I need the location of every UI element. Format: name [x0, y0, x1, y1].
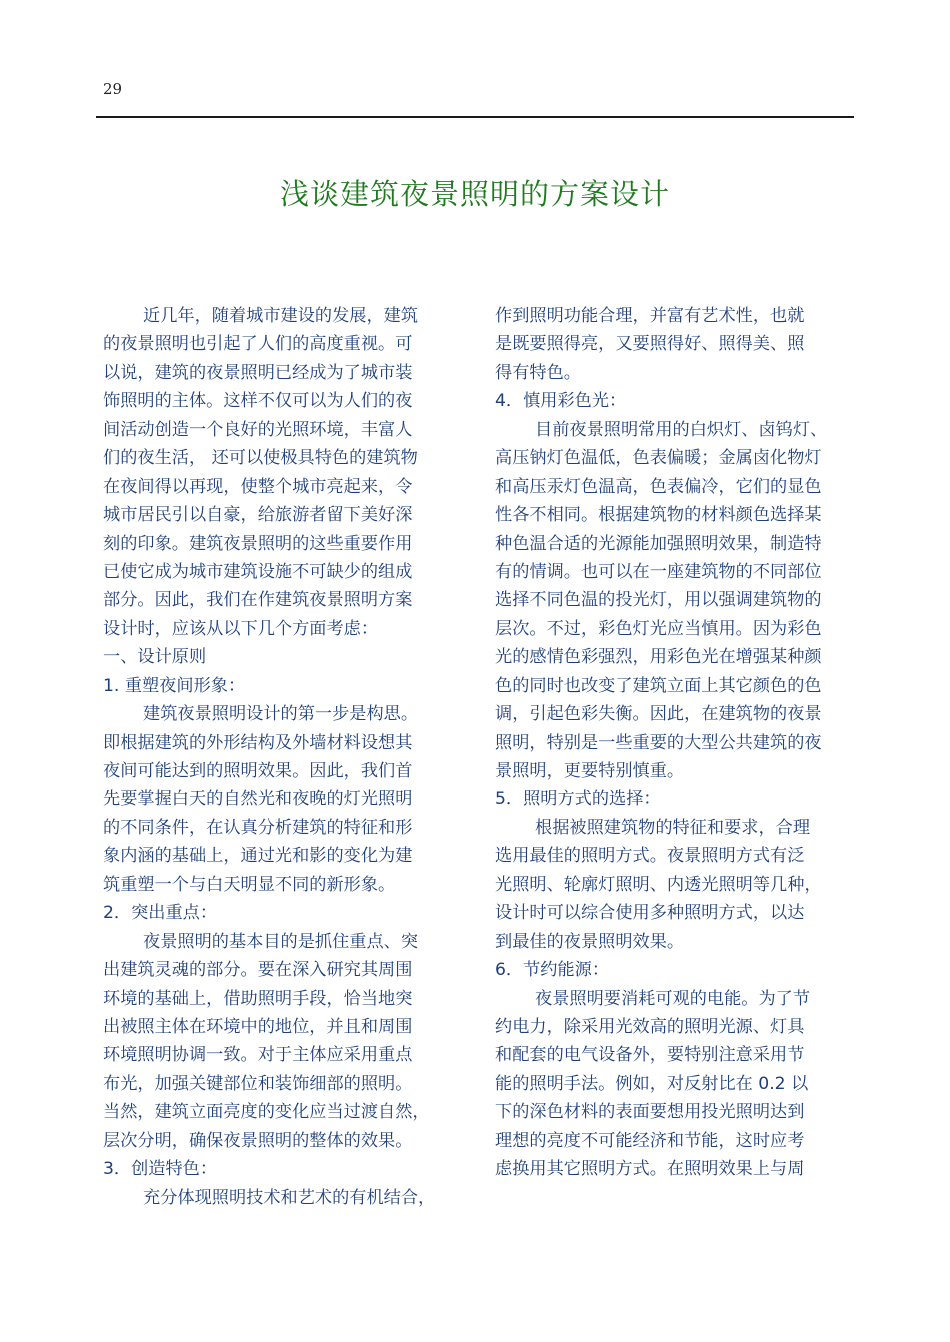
text-line: 即根据建筑的外形结构及外墙材料设想其: [103, 732, 413, 753]
text-line: 约电力，除采用光效高的照明光源、灯具: [495, 1016, 805, 1037]
right-column: [495, 302, 867, 1184]
text-line: 种色温合适的光源能加强照明效果，制造特: [495, 533, 822, 554]
text-line: 景照明，更要特别慎重。: [495, 761, 685, 781]
text-line: 出建筑灵魂的部分。要在深入研究其周围: [103, 960, 413, 981]
text-line: 到最佳的夜景照明效果。: [495, 931, 685, 952]
text-line: 城市居民引以自豪，给旅游者留下美好深: [103, 505, 413, 526]
text-line: 选择不同色温的投光灯，用以强调建筑物的: [495, 590, 822, 611]
text-line: 4．慎用彩色光：: [495, 391, 627, 412]
text-line: 3．创造特色：: [103, 1159, 218, 1180]
left-column: [103, 302, 475, 1212]
text-line: 色的同时也改变了建筑立面上其它颜色的色: [495, 675, 822, 696]
text-line: 理想的亮度不可能经济和节能，这时应考: [495, 1130, 805, 1151]
text-line: 夜间可能达到的照明效果。因此，我们首: [103, 761, 413, 781]
text-line: 刻的印象。建筑夜景照明的这些重要作用: [103, 533, 413, 554]
text-line: 光的感情色彩强烈，用彩色光在增强某种颜: [495, 647, 822, 668]
text-line: 层次。不过，彩色灯光应当慎用。因为彩色: [495, 618, 822, 639]
article-title: 浅谈建筑夜景照明的方案设计: [279, 177, 670, 211]
text-line: 虑换用其它照明方式。在照明效果上与周: [495, 1159, 805, 1180]
text-line: 先要掌握白天的自然光和夜晚的灯光照明: [103, 789, 413, 810]
text-line: 们的夜生活， 还可以使极具特色的建筑物: [103, 448, 418, 469]
text-line: 环境的基础上，借助照明手段，恰当地突: [103, 988, 413, 1009]
text-line: 的不同条件，在认真分析建筑的特征和形: [103, 817, 413, 838]
text-line: 5．照明方式的选择：: [495, 789, 661, 810]
text-line: 充分体现照明技术和艺术的有机结合，: [143, 1187, 436, 1208]
text-line: 设计时可以综合使用多种照明方式，以达: [495, 903, 805, 924]
text-line: 选用最佳的照明方式。夜景照明方式有泛: [495, 846, 805, 867]
text-line: 当然，建筑立面亮度的变化应当过渡自然，: [103, 1102, 430, 1123]
text-line: 和高压汞灯色温高，色表偏冷，它们的显色: [495, 476, 822, 497]
text-line: 布光，加强关键部位和装饰细部的照明。: [103, 1073, 413, 1094]
page-number: 29: [103, 80, 123, 98]
text-line: 得有特色。: [495, 362, 581, 383]
text-line: 调，引起色彩失衡。因此，在建筑物的夜景: [495, 704, 822, 725]
text-line: 饰照明的主体。这样不仅可以为人们的夜: [103, 391, 413, 412]
text-line: 能的照明手法。例如，对反射比在 0.2 以: [495, 1073, 809, 1094]
text-line: 一、设计原则: [103, 647, 207, 668]
text-line: 已使它成为城市建筑设施不可缺少的组成: [103, 561, 413, 582]
text-line: 照明，特别是一些重要的大型公共建筑的夜: [495, 732, 822, 753]
text-line: 以说，建筑的夜景照明已经成为了城市装: [103, 362, 413, 383]
text-line: 环境照明协调一致。对于主体应采用重点: [103, 1045, 413, 1066]
text-line: 6．节约能源：: [495, 960, 610, 981]
text-line: 光照明、轮廓灯照明、内透光照明等几种，: [495, 874, 822, 895]
text-line: 出被照主体在环境中的地位，并且和周围: [103, 1016, 413, 1037]
text-line: 作到照明功能合理，并富有艺术性，也就: [495, 306, 805, 326]
text-line: 夜景照明要消耗可观的电能。为了节: [535, 988, 811, 1009]
text-line: 目前夜景照明常用的白炽灯、卤钨灯、: [535, 419, 828, 440]
text-line: 性各不相同。根据建筑物的材料颜色选择某: [495, 505, 822, 526]
text-line: 建筑夜景照明设计的第一步是构思。: [143, 704, 419, 725]
text-line: 根据被照建筑物的特征和要求，合理: [535, 817, 811, 838]
text-line: 象内涵的基础上，通过光和影的变化为建: [103, 846, 413, 867]
text-line: 和配套的电气设备外，要特别注意采用节: [495, 1045, 805, 1066]
text-line: 层次分明，确保夜景照明的整体的效果。: [103, 1130, 413, 1151]
text-line: 设计时，应该从以下几个方面考虑：: [103, 618, 379, 639]
text-line: 部分。因此，我们在作建筑夜景照明方案: [103, 590, 413, 611]
text-line: 间活动创造一个良好的光照环境，丰富人: [103, 419, 413, 440]
text-line: 下的深色材料的表面要想用投光照明达到: [495, 1102, 805, 1123]
text-line: 高压钠灯色温低，色表偏暖；金属卤化物灯: [495, 448, 822, 469]
text-line: 2．突出重点：: [103, 903, 218, 924]
header-rule: [96, 116, 854, 118]
text-line: 筑重塑一个与白天明显不同的新形象。: [103, 874, 396, 895]
text-line: 在夜间得以再现，使整个城市亮起来，令: [103, 476, 413, 497]
text-line: 是既要照得亮，又要照得好、照得美、照: [495, 334, 805, 355]
text-line: 近几年，随着城市建设的发展，建筑: [143, 306, 419, 326]
text-line: 1. 重塑夜间形象：: [103, 675, 246, 696]
text-line: 有的情调。也可以在一座建筑物的不同部位: [495, 561, 822, 582]
text-line: 的夜景照明也引起了人们的高度重视。可: [103, 334, 413, 355]
text-line: 夜景照明的基本目的是抓住重点、突: [143, 931, 419, 952]
